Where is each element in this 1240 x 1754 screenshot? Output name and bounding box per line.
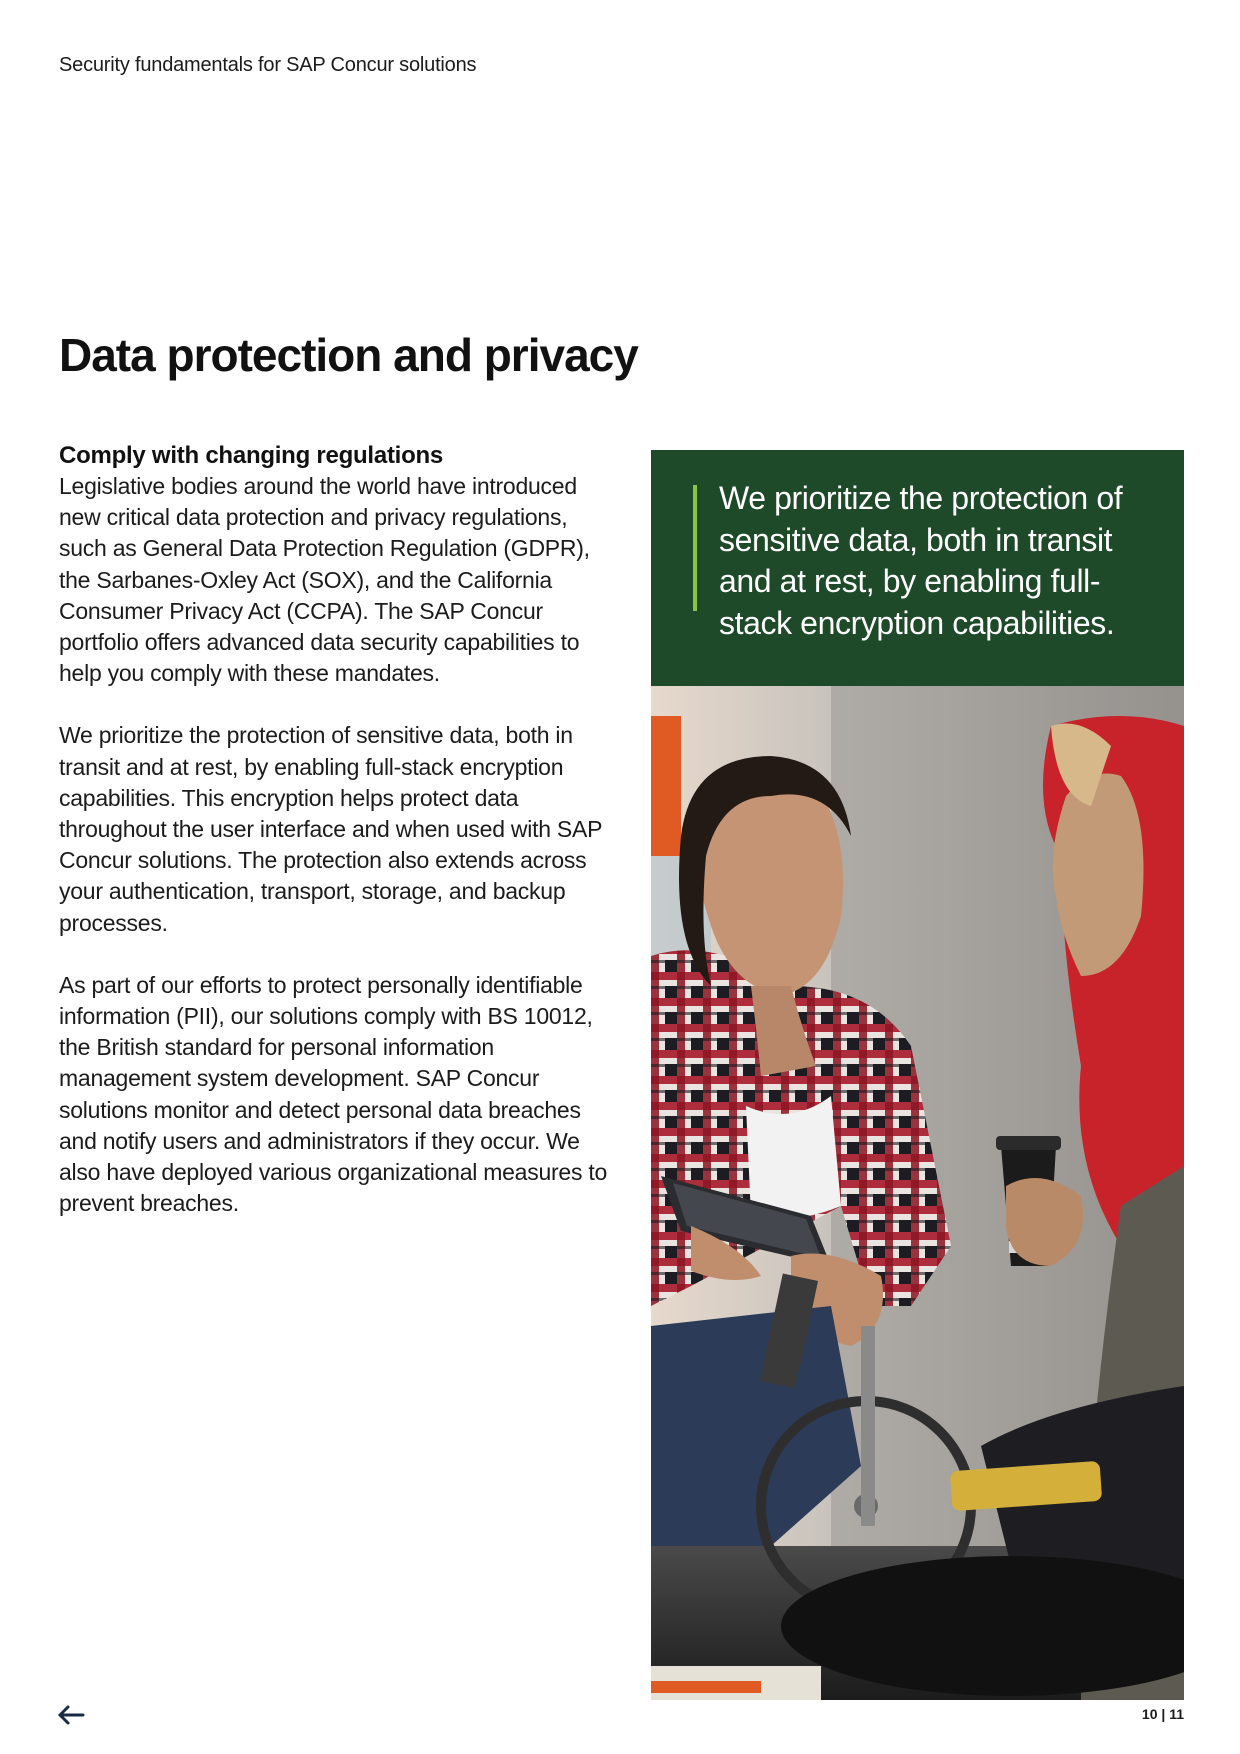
- body-paragraph: We prioritize the protection of sensitive data, both in transit and at rest, by enabling full-stack encryption capabilities. This encryption helps protect data throughout the user interface and when used with SAP Concur solutions. The protection also extends across your authentication, transport, storage, and backup processes.: [59, 722, 602, 936]
- page-title: Data protection and privacy: [59, 329, 638, 381]
- photo-two-women-with-tablet: [651, 686, 1184, 1700]
- pull-quote-accent-bar: [693, 485, 697, 611]
- arrow-left-icon[interactable]: [57, 1704, 85, 1726]
- pull-quote-box: [651, 450, 1184, 686]
- page-number: 10 | 11: [1141, 1706, 1184, 1722]
- body-paragraph: Legislative bodies around the world have introduced new critical data protection and privacy regulations, such as General Data Protection Regulation (GDPR), the Sarbanes-Oxley Act (SOX), and the California Consumer Privacy Act (CCPA). The SAP Concur portfolio offers advanced data security capabilities to help you comply with these mandates.: [59, 473, 590, 687]
- pull-quote-text: We prioritize the protection of sensitive data, both in transit and at rest, by enabling full-stack encryption capabilities.: [719, 480, 1123, 641]
- section-heading: Comply with changing regulations: [59, 442, 444, 469]
- running-header: Security fundamentals for SAP Concur solutions: [59, 54, 477, 76]
- body-column: [59, 440, 619, 1250]
- body-paragraph: As part of our efforts to protect personally identifiable information (PII), our solutions comply with BS 10012, the British standard for personal information management system development. SAP Concur solutions monitor and detect personal data breaches and notify users and administrators if they occur. We also have deployed various organizational measures to prevent breaches.: [59, 971, 608, 1217]
